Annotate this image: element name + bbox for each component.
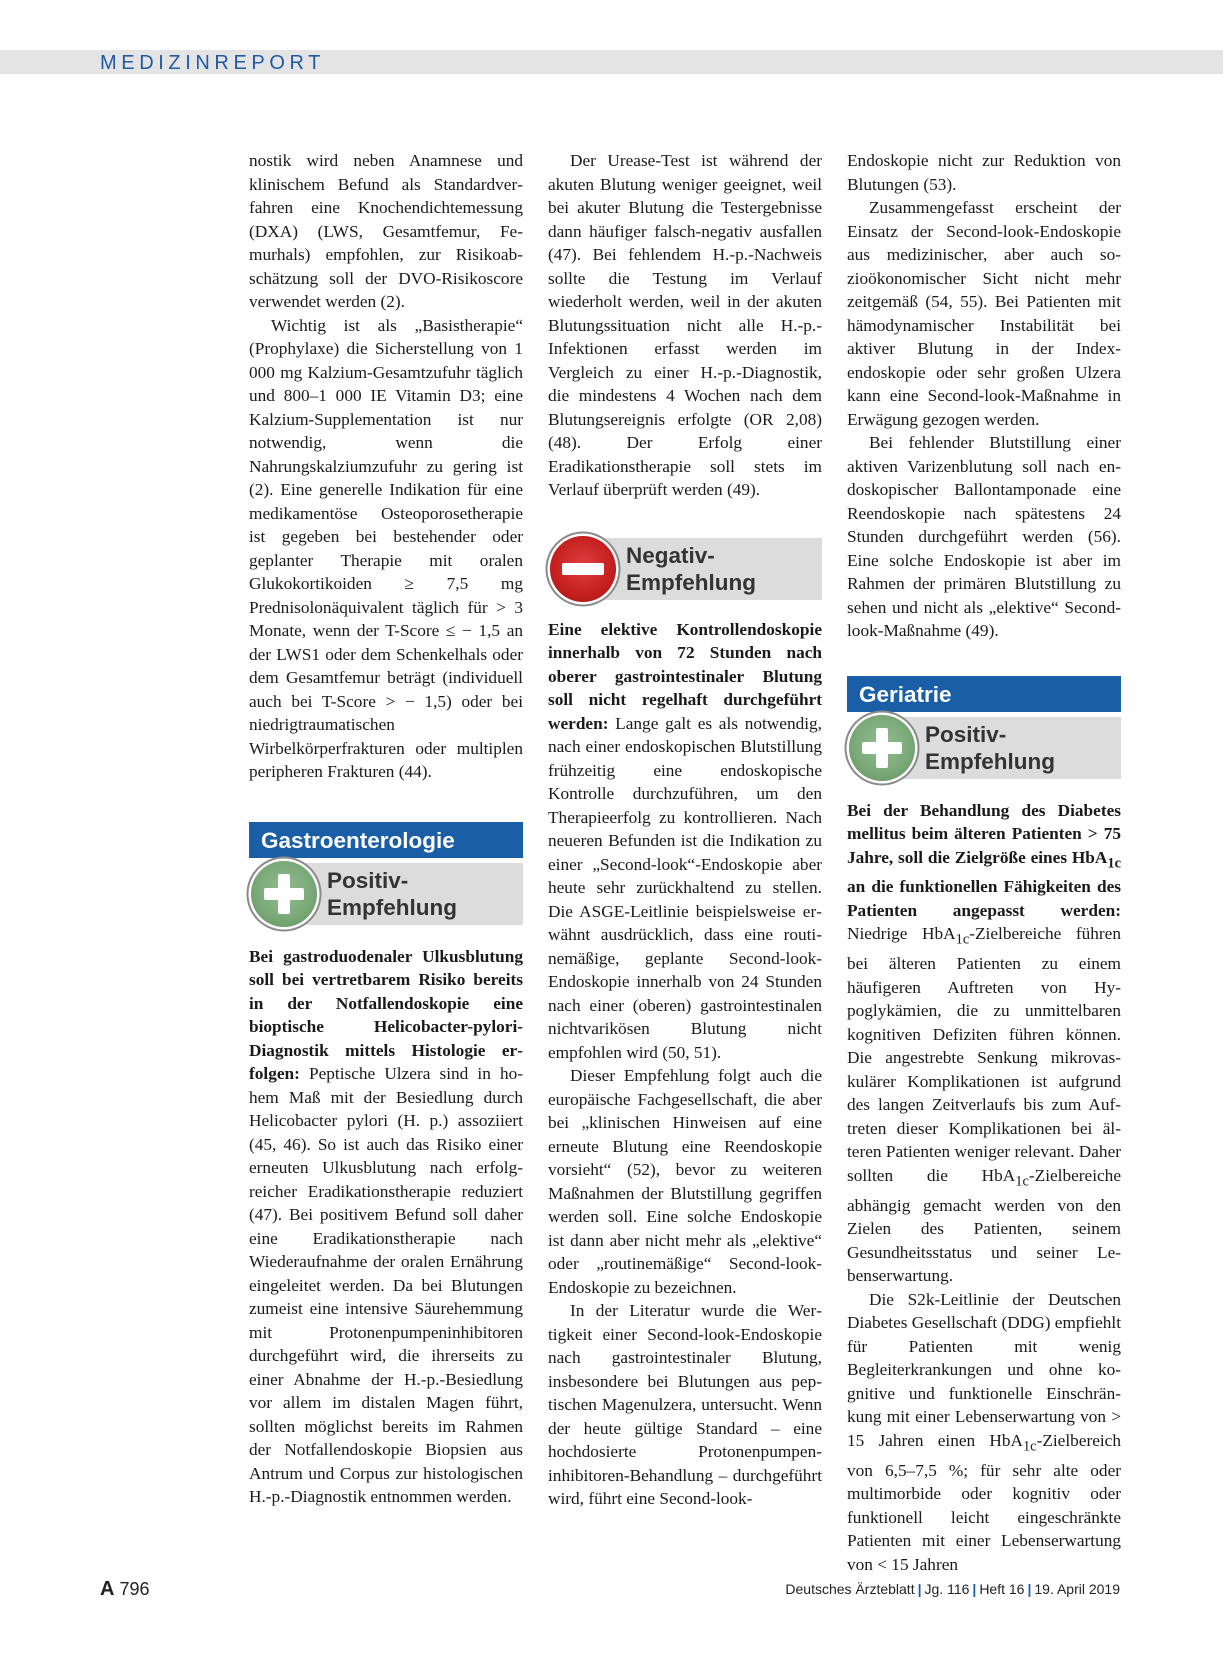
paragraph-text: Niedrige HbA bbox=[847, 924, 956, 944]
minus-icon bbox=[550, 536, 616, 602]
recommendation-label: Positiv- bbox=[925, 721, 1007, 747]
recommendation-statement: Bei der Behandlung des Diabetes mellitus beim älteren Patienten > 75 Jahre, soll die Zielgröße eines HbA bbox=[847, 800, 1121, 867]
paragraph bbox=[847, 799, 1121, 1288]
journal-date: 19. April 2019 bbox=[1034, 1581, 1120, 1597]
page-number-value: 796 bbox=[119, 1579, 150, 1599]
recommendation-label: Empfehlung bbox=[327, 894, 457, 920]
paragraph: Bei fehlender Blutstillung einer aktiven Varizenblutung soll nach endoskopischer Ballontamponade eine Reendoskopie nach spätestens 24 Stunden durchgeführt werden (56). Eine solche Endoskopie ist aber im Rahmen der primären Blutstillung zu sehen und nicht als „elektive“ Second-look-Maßnahme (49). bbox=[847, 433, 1121, 640]
paragraph-text: Die S2k-Leitlinie der Deutschen Diabetes Gesellschaft (DDG) empfiehlt für Patienten mit wenig Begleiterkrankungen und ohne kognitive und funktionelle Einschränkung mit einer Lebenserwartung von > 15 Jahren einen HbA bbox=[847, 1289, 1122, 1450]
paragraph: nostik wird neben Anamnese und klinischem Befund als Standardverfahren eine Knochendichtemessung (DXA) (LWS, Gesamtfemur, Femurhals) empfohlen, zur Risikoabschätzung soll der DVO-Risikoscore verwendet werden (2). bbox=[249, 151, 523, 311]
subscript: 1c bbox=[955, 931, 970, 948]
subscript: 1c bbox=[1015, 1173, 1029, 1190]
plus-icon bbox=[849, 715, 915, 781]
journal-volume: Jg. 116 bbox=[924, 1581, 970, 1597]
positive-recommendation-badge bbox=[847, 715, 1121, 781]
column-1 bbox=[249, 149, 523, 1509]
paragraph-text: Lange galt es als notwendig, nach einer endoskopischen Blutstillung frühzeitig eine endoskopische Kontrolle durchzuführen, um den Therapieerfolg zu kontrollieren. Nach neueren Befunden ist die Indikation zu einer „Second-look“-Endoskopie aber heute sehr zurückhaltend zu stellen. Die ASGE-Leitlinie beispielsweise erwähnt ausdrücklich, dass eine routinemäßige, geplante Second-look-Endoskopie innerhalb von 24 Stunden nach einer (oberen) gastrointestinalen nichtvarikösen Blutung nicht empfohlen wird (50, 51). bbox=[548, 713, 822, 1062]
paragraph: Dieser Empfehlung folgt auch die europäische Fachgesellschaft, die aber bei „klinischen Hinweisen auf eine erneute Blutung eine Reendoskopie vorsieht“ (52), bevor zu weiteren Maßnahmen der Blutstillung gegriffen werden soll. Eine solche Endoskopie ist dann aber nicht mehr als „elektive“ oder „routinemäßige“ Second-look-Endoskopie zu bezeichnen. bbox=[548, 1066, 822, 1297]
recommendation-statement: Eine elektive Kontrollendoskopie innerhalb von 72 Stunden nach oberer gastrointestinaler Blutung soll nicht regelhaft durchgeführt werden: bbox=[548, 619, 822, 733]
paragraph-text: -Zielbereich von 6,5–7,5 %; für sehr alte oder multimorbide oder kognitiv oder funktionell leicht eingeschränkte Patienten mit einer Lebenserwartung von < 15 Jahren bbox=[847, 1430, 1121, 1574]
page-prefix: A bbox=[100, 1578, 115, 1600]
recommendation-label: Positiv- bbox=[327, 867, 409, 893]
column-2 bbox=[548, 149, 822, 1511]
recommendation-statement: an die funktionellen Fähigkeiten des Patienten angepasst werden: bbox=[847, 877, 1121, 920]
paragraph: Wichtig ist als „Basistherapie“ (Prophylaxe) die Sicherstellung von 1 000 mg Kalzium-Gesamtzufuhr täglich und 800–1 000 IE Vitamin D3; eine Kalzium-Supplementation ist nur notwendig, wenn die Nahrungskalziumzufuhr zu gering ist (2). Eine generelle Indikation für eine medikamentöse Osteoporosetherapie ist gegeben bei bestehender oder geplanter Therapie mit oralen Glukokortikoiden ≥ 7,5 mg Prednisolonäquivalent täglich für > 3 Monate, wenn der T-Score ≤ − 1,5 an der LWS1 oder dem Schenkelhals oder dem Gesamtfemur beträgt (individuell auch bei T-Score > − 1,5) oder bei niedrigtraumatischen Wirbelkörperfrakturen oder multiplen peripheren Frakturen (44). bbox=[249, 315, 523, 781]
recommendation-statement: Bei gastroduodenaler Ulkusblutung soll bei vertretbarem Risiko bereits in der Notfallendoskopie eine bioptische Helicobacter-pylori-Diagnostik mittels Histologie erfolgen: bbox=[249, 946, 523, 1083]
journal-info: Deutsches Ärzteblatt | Jg. 116 | Heft 16 | 19. April 2019 bbox=[785, 1581, 1120, 1597]
paragraph: Der Urease-Test ist während der akuten Blutung weniger geeignet, weil bei akuter Blutung die Testergebnisse dann häufiger falsch-negativ ausfallen (47). Bei fehlendem H.-p.-Nachweis sollte die Testung im Verlauf wiederholt werden, weil in der akuten Blutungssituation nicht alle H.-p.-Infektionen erfasst werden im Vergleich zu einer H.-p.-Diagnostik, die mindestens 4 Wochen nach dem Blutungsereignis erfolgte (OR 2,08) (48). Der Erfolg einer Eradikationstherapie soll stets im Verlauf überprüft werden (49). bbox=[548, 151, 822, 499]
paragraph: In der Literatur wurde die Wertigkeit einer Second-look-Endoskopie nach gastrointestinaler Blutung, insbesondere bei Blutungen aus peptischen Magenulzera, untersucht. Wenn der heute gültige Standard – eine hochdosierte Protonenpumpeninhibitoren-Behandlung – durchgeführt wird, führt eine Second-look- bbox=[548, 1301, 822, 1508]
recommendation-label: Empfehlung bbox=[925, 748, 1055, 774]
paragraph-text: -Zielbereiche abhängig gemacht werden von den Zielen des Patienten, seinem Gesundheitsstatus und seiner Lebenserwartung. bbox=[847, 1165, 1121, 1286]
column-3 bbox=[847, 149, 1121, 1576]
negative-recommendation-badge bbox=[548, 536, 822, 602]
recommendation-label: Empfehlung bbox=[626, 569, 756, 595]
journal-name: Deutsches Ärzteblatt bbox=[785, 1581, 915, 1597]
section-box-title: Geriatrie bbox=[847, 676, 1121, 712]
paragraph bbox=[249, 945, 523, 1509]
paragraph: Zusammengefasst erscheint der Einsatz der Second-look-Endoskopie aus medizinischer, aber auch sozioökonomischer Sicht nicht mehr zeitgemäß (54, 55). Bei Patienten mit hämodynamischer Instabilität bei aktiver Blutung in der Indexendoskopie oder sehr großen Ulzera kann eine Second-look-Maßnahme in Erwägung gezogen werden. bbox=[847, 198, 1121, 429]
paragraph-text: -Zielbereiche führen bei älteren Patienten zu einem häufigeren Auftreten von Hypoglykämien, die zu unmittelbaren kognitiven Defiziten führen können. Die angestrebte Senkung mikrovaskulärer Komplikationen ist aufgrund des langen Zeitverlaufs bis zum Auftreten dieser Komplikationen bei älteren Patienten weniger relevant. Daher sollten die HbA bbox=[847, 924, 1121, 1185]
subscript: 1c bbox=[1022, 1438, 1037, 1455]
plus-icon bbox=[251, 861, 317, 927]
recommendation-label: Negativ- bbox=[626, 542, 715, 568]
positive-recommendation-badge bbox=[249, 861, 523, 927]
section-label: MEDIZINREPORT bbox=[100, 52, 325, 74]
paragraph-text: Peptische Ulzera sind in hohem Maß mit der Besiedlung durch Helicobacter pylori (H. p.) assoziiert (45, 46). So ist auch das Risiko einer erneuten Ulkusblutung nach erfolgreicher Eradikationstherapie reduziert (47). Bei positivem Befund soll daher eine Eradikationstherapie nach Wiederaufnahme der oralen Ernährung eingeleitet werden. Da bei Blutungen zumeist eine intensive Säurehemmung mit Protonenpumpeninhibitoren durchgeführt wird, die ihrerseits zu einer Abnahme der H.-p.-Besiedlung vor allem im distalen Magen führt, sollten möglichst bereits im Rahmen der Notfallendoskopie Biopsien aus Antrum und Corpus zur histologischen H.-p.-Diagnostik entnommen werden. bbox=[249, 1064, 523, 1506]
section-box-title: Gastroenterologie bbox=[249, 822, 523, 858]
paragraph bbox=[548, 618, 822, 1065]
journal-issue: Heft 16 bbox=[979, 1581, 1025, 1597]
paragraph: Endoskopie nicht zur Reduktion von Blutungen (53). bbox=[847, 151, 1121, 194]
subscript: 1c bbox=[1107, 854, 1121, 871]
paragraph bbox=[847, 1288, 1121, 1576]
page-number bbox=[100, 1578, 150, 1601]
